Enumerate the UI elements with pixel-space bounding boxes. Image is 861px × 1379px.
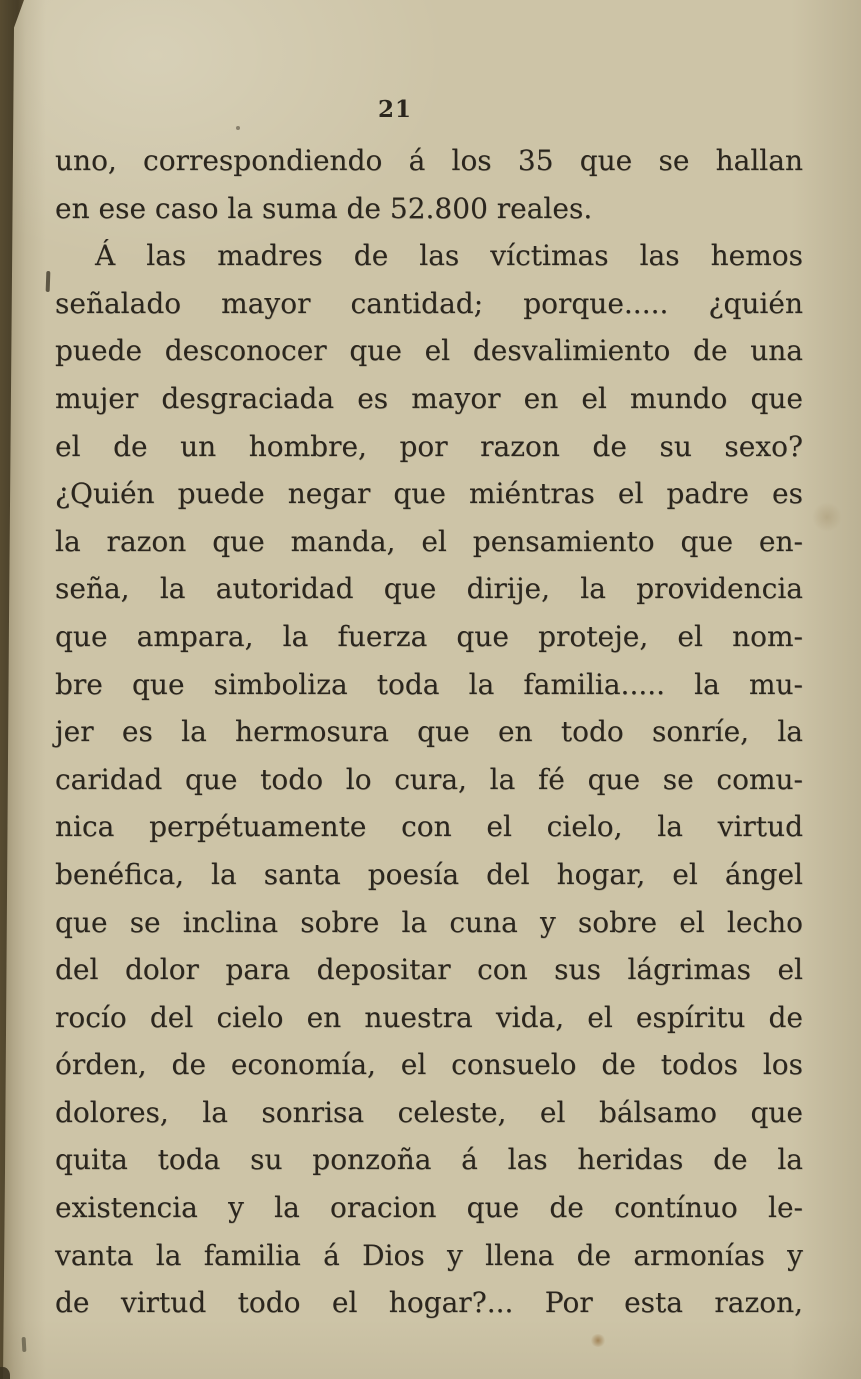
text-line: nica perpétuamente con el cielo, la virtud: [55, 810, 803, 844]
text-line: seña, la autoridad que dirije, la providencia: [55, 572, 803, 606]
text-line: mujer desgraciada es mayor en el mundo que: [55, 381, 803, 415]
ink-speck: [46, 271, 51, 292]
text-line: bre que simboliza toda la familia..... la mu-: [55, 667, 803, 701]
text-line: la razon que manda, el pensamiento que en-: [55, 524, 803, 558]
text-line: del dolor para depositar con sus lágrimas el: [55, 953, 803, 987]
text-line: órden, de economía, el consuelo de todos los: [55, 1048, 803, 1082]
text-line: dolores, la sonrisa celeste, el bálsamo que: [55, 1095, 803, 1129]
text-line: existencia y la oracion que de contínuo le-: [55, 1191, 803, 1225]
ink-speck: [22, 1337, 27, 1352]
text-line: jer es la hermosura que en todo sonríe, la: [55, 715, 803, 749]
text-line: en ese caso la suma de 52.800 reales.: [55, 191, 593, 225]
ink-speck: [236, 126, 240, 130]
paper-stain: [590, 1334, 606, 1347]
text-line: el de un hombre, por razon de su sexo?: [55, 429, 803, 463]
text-line: puede desconocer que el desvalimiento de una: [55, 334, 803, 368]
text-line: que se inclina sobre la cuna y sobre el lecho: [55, 905, 803, 939]
page-text: [55, 137, 803, 1327]
text-line: ¿Quién puede negar que miéntras el padre es: [55, 477, 803, 511]
text-line: caridad que todo lo cura, la fé que se comu-: [55, 762, 803, 796]
page-number: 21: [378, 96, 413, 123]
text-line: señalado mayor cantidad; porque..... ¿quién: [55, 286, 803, 320]
text-line: uno, correspondiendo á los 35 que se hallan: [55, 144, 803, 177]
text-line: benéfica, la santa poesía del hogar, el ángel: [55, 857, 803, 891]
text-line: rocío del cielo en nuestra vida, el espíritu de: [55, 1000, 803, 1034]
book-gutter-shadow: [0, 0, 30, 1379]
paper-stain: [812, 502, 842, 532]
text-line: quita toda su ponzoña á las heridas de la: [55, 1143, 803, 1177]
text-line: Á las madres de las víctimas las hemos: [95, 239, 803, 273]
text-line: que ampara, la fuerza que proteje, el nom-: [55, 619, 803, 653]
text-line: de virtud todo el hogar?... Por esta razon,: [55, 1286, 803, 1320]
corner-speck: [0, 1367, 10, 1379]
text-line: vanta la familia á Dios y llena de armonías y: [55, 1238, 803, 1272]
